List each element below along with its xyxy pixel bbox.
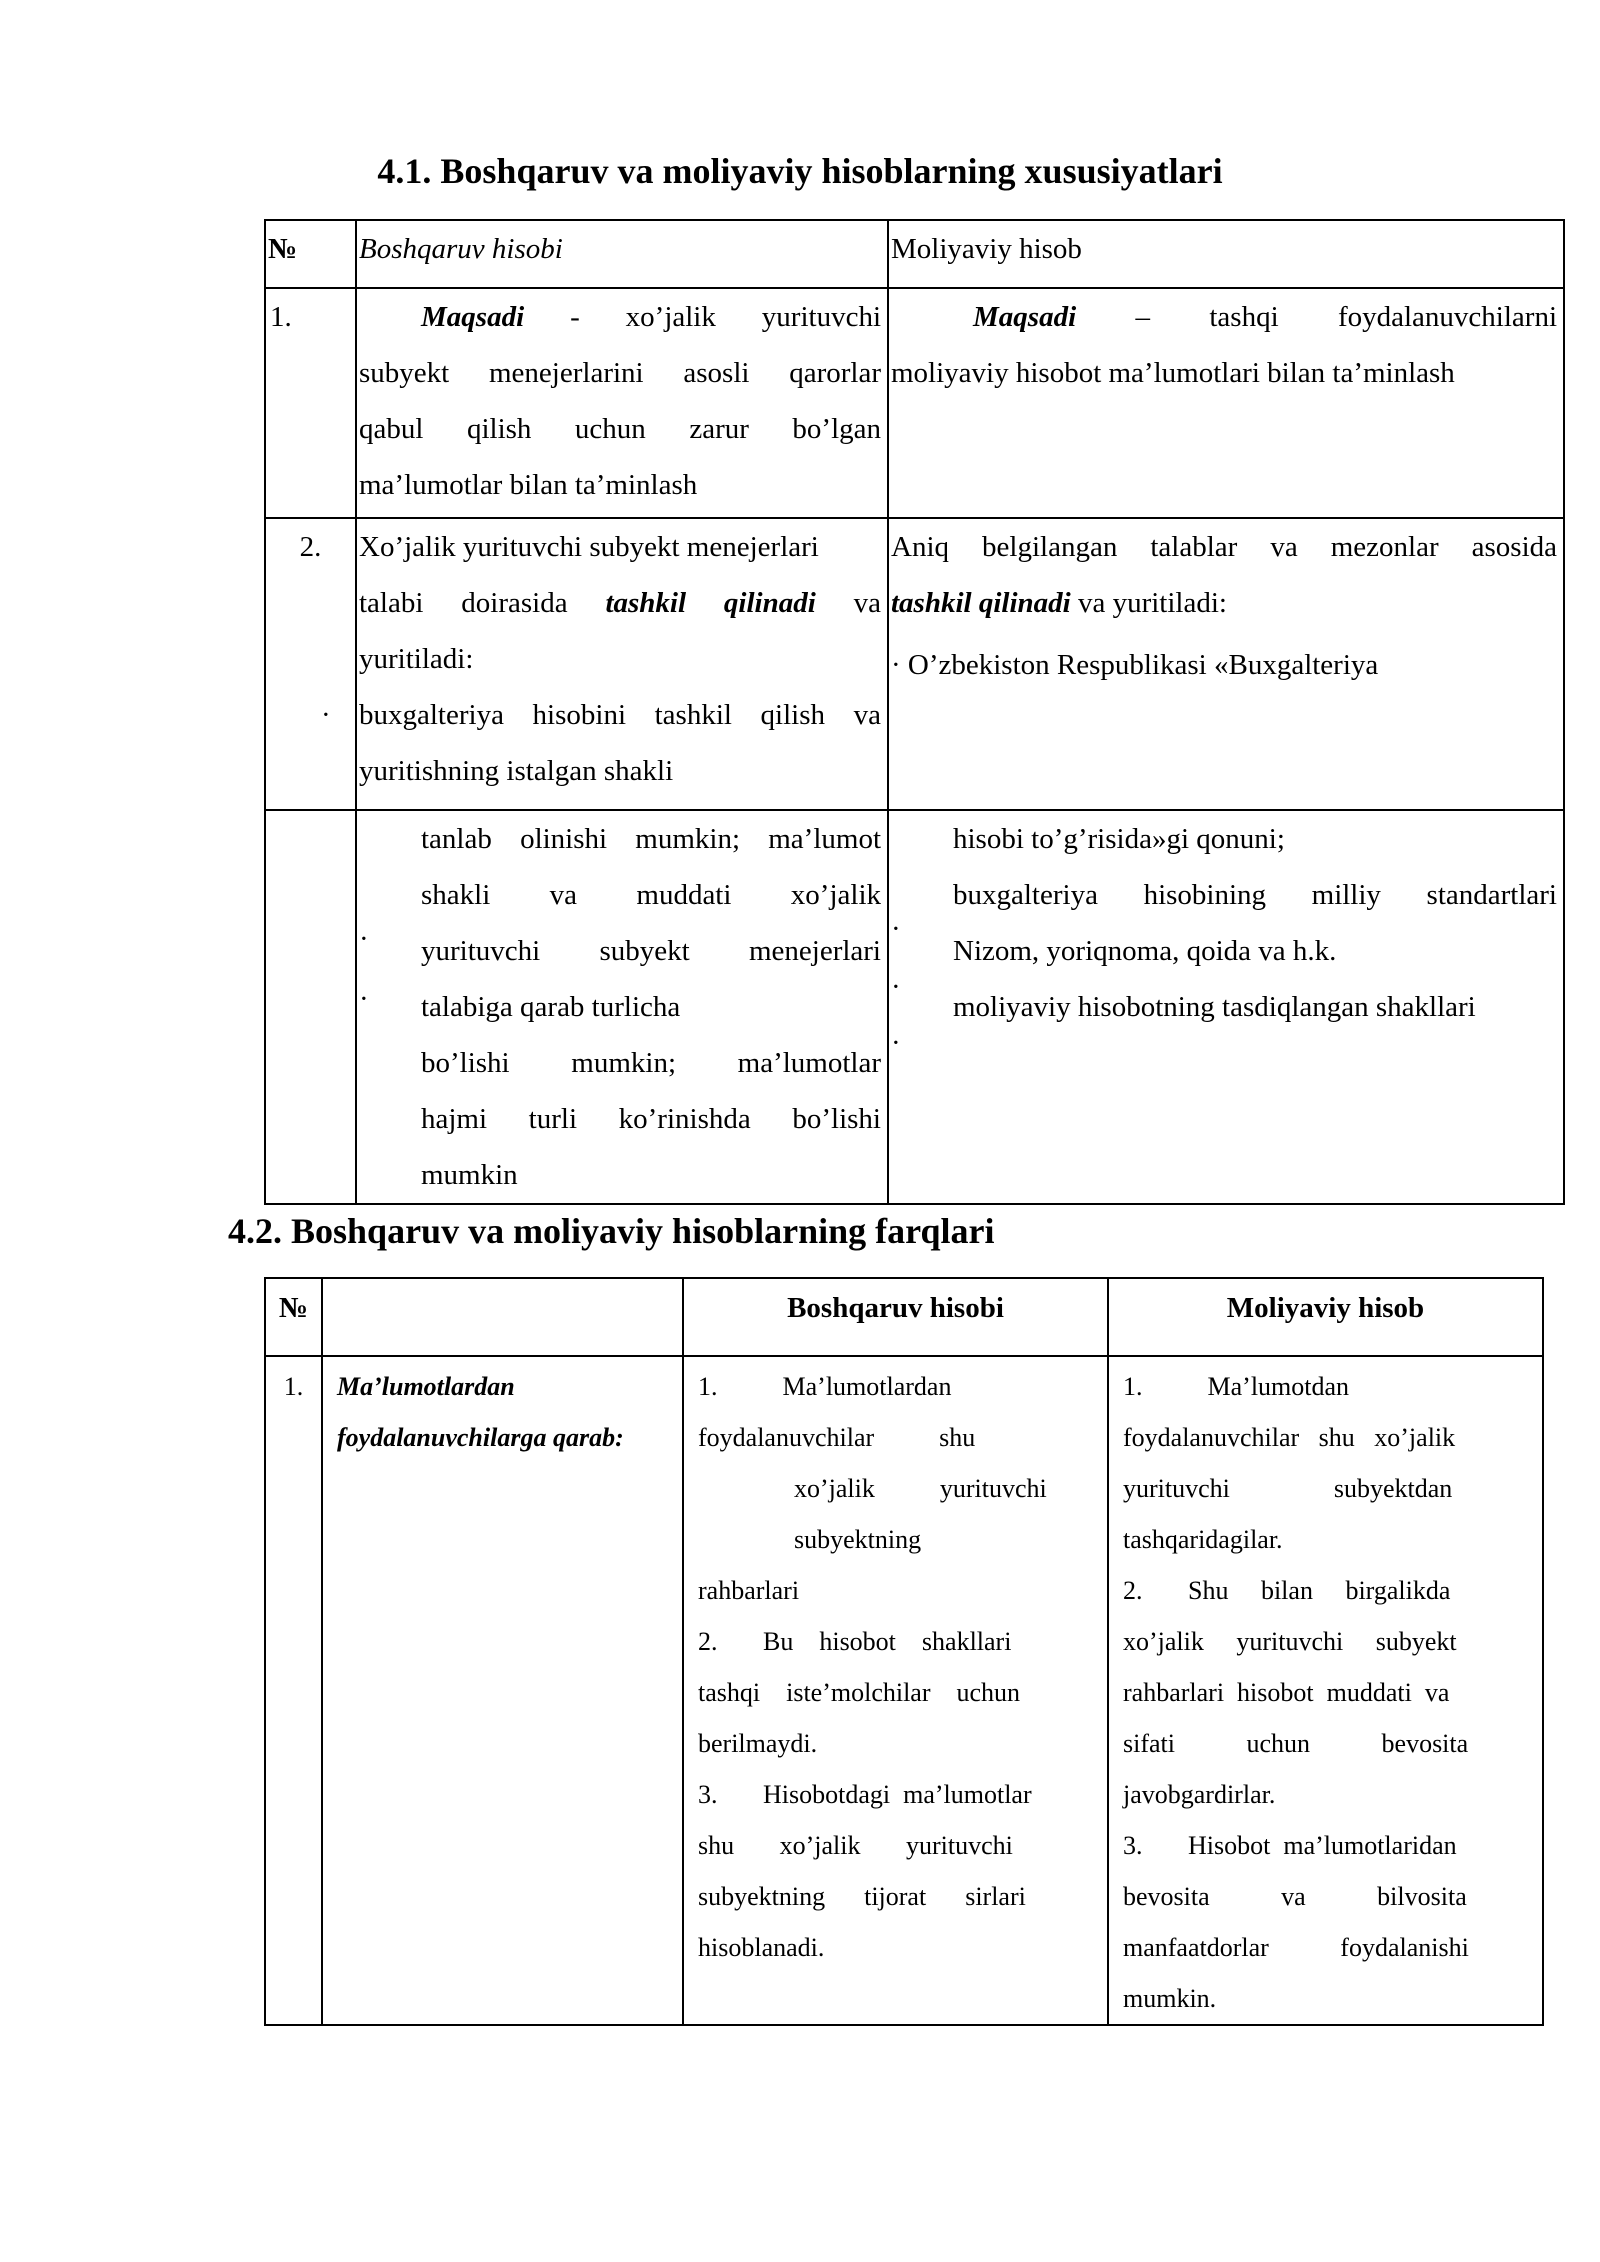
text-line: shakli va muddati xo’jalik bbox=[421, 879, 881, 911]
financial-differences-cell bbox=[1108, 1356, 1543, 2025]
header-number: № bbox=[265, 220, 356, 288]
text-line: bevosita va bilvosita bbox=[1123, 1882, 1467, 1911]
text-line: 1. Ma’lumotdan bbox=[1123, 1372, 1350, 1401]
purpose-text-line: moliyaviy hisobot ma’lumotlari bilan ta’minlash bbox=[891, 357, 1455, 389]
text-line: 3. Hisobot ma’lumotlaridan bbox=[1123, 1831, 1457, 1860]
financial-purpose-cell bbox=[888, 288, 1564, 518]
management-purpose-cell bbox=[356, 288, 888, 518]
header-management-accounting: Boshqaruv hisobi bbox=[356, 220, 888, 288]
text-line: buxgalteriya hisobining milliy standartlari bbox=[953, 879, 1557, 911]
row-number: 1. bbox=[265, 288, 356, 518]
bullet-dot: · bbox=[321, 699, 331, 731]
text-line: tanlab olinishi mumkin; ma’lumot bbox=[421, 823, 881, 855]
text-line: · O’zbekiston Respublikasi «Buxgalteriya bbox=[891, 649, 1379, 681]
text-line: Xo’jalik yurituvchi subyekt menejerlari bbox=[359, 531, 819, 563]
text-line: javobgardirlar. bbox=[1123, 1780, 1276, 1809]
table-row bbox=[265, 810, 1564, 1204]
management-organization-cell bbox=[321, 518, 888, 810]
text-line: sifati uchun bevosita bbox=[1123, 1729, 1469, 1758]
text-line: mumkin. bbox=[1123, 1984, 1217, 2013]
text-line: talabiga qarab turlicha bbox=[421, 991, 681, 1023]
purpose-label: Maqsadi bbox=[973, 301, 1077, 333]
text-line: foydalanuvchilar shu bbox=[698, 1423, 976, 1452]
text-line: 2. Bu hisobot shakllari bbox=[698, 1627, 1012, 1656]
text-line: yuritishning istalgan shakli bbox=[359, 755, 674, 787]
financial-continuation-cell bbox=[888, 810, 1564, 1204]
text-line: hisobi to’g’risida»gi qonuni; bbox=[953, 823, 1285, 855]
row-number: 2. bbox=[265, 518, 356, 810]
header-number: № bbox=[265, 1278, 322, 1356]
emphasis-text: tashkil qilinadi bbox=[891, 587, 1071, 619]
text-line: mumkin bbox=[421, 1159, 518, 1191]
text-line: shu xo’jalik yurituvchi bbox=[698, 1831, 1013, 1860]
management-differences-cell bbox=[683, 1356, 1108, 2025]
table-differences bbox=[264, 1277, 1544, 2026]
text-line: yuritiladi: bbox=[359, 643, 474, 675]
purpose-text-line: subyekt menejerlarini asosli qarorlar bbox=[359, 357, 881, 389]
table-features bbox=[264, 219, 1565, 1205]
row-number: 1. bbox=[265, 1356, 322, 2025]
text-line: xo’jalik yurituvchi subyekt bbox=[1123, 1627, 1457, 1656]
text-line: berilmaydi. bbox=[698, 1729, 818, 1758]
text-line: tashqi iste’molchilar uchun bbox=[698, 1678, 1021, 1707]
text-line: 1. Ma’lumotlardan bbox=[698, 1372, 952, 1401]
purpose-text: - xo’jalik yurituvchi bbox=[570, 301, 882, 333]
text-line: xo’jalik yurituvchi bbox=[794, 1474, 1047, 1503]
text-line: rahbarlari hisobot muddati va bbox=[1123, 1678, 1450, 1707]
table-header-row bbox=[265, 1278, 1543, 1356]
bullet-dot: · bbox=[359, 983, 369, 1015]
text-part: va yuritiladi: bbox=[1070, 587, 1227, 619]
bullet-dot: · bbox=[891, 1027, 901, 1059]
purpose-text-line: ma’lumotlar bilan ta’minlash bbox=[359, 469, 698, 501]
text-part: talabi doirasida bbox=[359, 587, 568, 619]
criteria-line: foydalanuvchilarga qarab: bbox=[337, 1423, 624, 1452]
section-title-4-2: 4.2. Boshqaruv va moliyaviy hisoblarning farqlari bbox=[228, 1211, 995, 1251]
text-line: moliyaviy hisobotning tasdiqlangan shakllari bbox=[953, 991, 1476, 1023]
text-line: bo’lishi mumkin; ma’lumotlar bbox=[421, 1047, 881, 1079]
header-financial-accounting: Moliyaviy hisob bbox=[888, 220, 1564, 288]
text-line: hisoblanadi. bbox=[698, 1933, 825, 1962]
purpose-text-line: qabul qilish uchun zarur bo’lgan bbox=[359, 413, 881, 445]
emphasis-text: tashkil qilinadi bbox=[605, 587, 816, 619]
text-line: hajmi turli ko’rinishda bo’lishi bbox=[421, 1103, 881, 1135]
text-line: yurituvchi subyektdan bbox=[1123, 1474, 1453, 1503]
text-line: foydalanuvchilar shu xo’jalik bbox=[1123, 1423, 1456, 1452]
table-row bbox=[265, 288, 1564, 518]
row-number-empty bbox=[265, 810, 356, 1204]
management-continuation-cell bbox=[356, 810, 888, 1204]
text-line: subyektning tijorat sirlari bbox=[698, 1882, 1026, 1911]
purpose-text: – tashqi foydalanuvchilarni bbox=[1135, 301, 1557, 333]
bullet-dot: · bbox=[359, 923, 369, 955]
financial-organization-cell bbox=[888, 518, 1564, 810]
text-line: tashqaridagilar. bbox=[1123, 1525, 1283, 1554]
table-header-row bbox=[265, 220, 1564, 288]
text-line: Nizom, yoriqnoma, qoida va h.k. bbox=[953, 935, 1337, 967]
text-line: yurituvchi subyekt menejerlari bbox=[421, 935, 881, 967]
criteria-cell bbox=[322, 1356, 683, 2025]
text-line: buxgalteriya hisobini tashkil qilish va bbox=[359, 699, 881, 731]
criteria-line: Ma’lumotlardan bbox=[337, 1372, 515, 1401]
text-line: rahbarlari bbox=[698, 1576, 800, 1605]
text-line: 2. Shu bilan birgalikda bbox=[1123, 1576, 1451, 1605]
text-line: Aniq belgilangan talablar va mezonlar asosida bbox=[891, 531, 1557, 563]
header-management-accounting: Boshqaruv hisobi bbox=[683, 1278, 1108, 1356]
text-line: subyektning bbox=[794, 1525, 922, 1554]
text-line: 3. Hisobotdagi ma’lumotlar bbox=[698, 1780, 1032, 1809]
text-line: manfaatdorlar foydalanishi bbox=[1123, 1933, 1469, 1962]
table-row bbox=[265, 1356, 1543, 2025]
text-part: va bbox=[853, 587, 882, 619]
header-financial-accounting: Moliyaviy hisob bbox=[1108, 1278, 1543, 1356]
section-title-4-1: 4.1. Boshqaruv va moliyaviy hisoblarning xususiyatlari bbox=[377, 151, 1223, 191]
purpose-label: Maqsadi bbox=[421, 301, 525, 333]
table-row bbox=[265, 518, 1564, 810]
header-criteria bbox=[322, 1278, 683, 1356]
bullet-dot: · bbox=[891, 913, 901, 945]
bullet-dot: · bbox=[891, 971, 901, 1003]
